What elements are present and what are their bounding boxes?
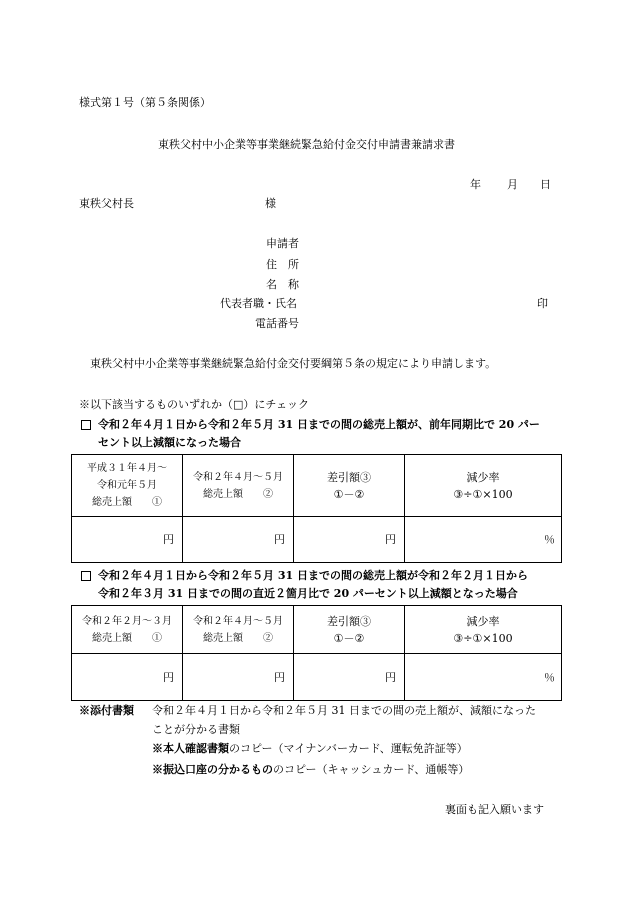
document-title: 東秩父村中小企業等事業継続緊急給付金交付申請書兼請求書 xyxy=(158,138,455,151)
honorific: 様 xyxy=(265,197,276,210)
option1-total-sales-2-field[interactable]: 円 xyxy=(183,517,294,563)
option2-total-sales-2-field[interactable]: 円 xyxy=(183,654,294,701)
option1-input-row xyxy=(72,517,562,563)
option2-col2-header: 令和２年４月～５月 総売上額 ② xyxy=(183,606,294,654)
option2-text-line1: 令和２年４月１日から令和２年５月 31 日までの間の総売上額が令和２年２月１日から xyxy=(98,569,528,582)
option2-col3-header: 差引額③ ①－② xyxy=(294,606,405,654)
attachment-item3-rest: のコピー（キャッシュカード、通帳等） xyxy=(273,763,470,776)
attachment-item3 xyxy=(152,763,469,777)
option2-table xyxy=(71,605,562,701)
option1-checkbox[interactable] xyxy=(81,420,91,430)
application-statement: 東秩父村中小企業等事業継続緊急給付金交付要綱第５条の規定により申請します。 xyxy=(90,357,497,370)
date-year-label: 年 xyxy=(470,178,481,191)
option1-col4-header: 減少率 ③÷①×100 xyxy=(405,455,562,517)
applicant-label: 申請者 xyxy=(266,237,299,250)
option1-col3-header: 差引額③ ①－② xyxy=(294,455,405,517)
attachment-item2-rest: のコピー（マイナンバーカード、運転免許証等） xyxy=(229,742,468,755)
option1-header-row xyxy=(72,455,562,517)
attachments-label: ※添付書類 xyxy=(79,704,134,717)
option1-total-sales-1-field[interactable]: 円 xyxy=(72,517,183,563)
option2-col1-header: 令和２年２月～３月 総売上額 ① xyxy=(72,606,183,654)
option1-difference-field[interactable]: 円 xyxy=(294,517,405,563)
option1-text-line1: 令和２年４月１日から令和２年５月 31 日までの間の総売上額が、前年同期比で 20 パー xyxy=(98,418,540,431)
address-label: 住 所 xyxy=(266,258,299,271)
check-instruction: ※以下該当するものいずれか（□）にチェック xyxy=(79,398,310,411)
attachment-item2 xyxy=(152,742,468,756)
option2-decrease-rate-field[interactable]: ％ xyxy=(405,654,562,701)
phone-label: 電話番号 xyxy=(255,317,299,330)
option1-col1-header: 平成３１年４月～ 令和元年５月 総売上額 ① xyxy=(72,455,183,517)
option2-difference-field[interactable]: 円 xyxy=(294,654,405,701)
date-day-label: 日 xyxy=(540,178,551,191)
date-month-label: 月 xyxy=(507,178,518,191)
reverse-side-note: 裏面も記入願います xyxy=(445,803,544,816)
option2-header-row xyxy=(72,606,562,654)
attachment-item1-line1: 令和２年４月１日から令和２年５月 31 日までの間の売上額が、減額になった xyxy=(152,704,536,717)
attachment-item3-bold: ※振込口座の分かるもの xyxy=(152,763,273,776)
option1-col2-header: 令和２年４月～５月 総売上額 ② xyxy=(183,455,294,517)
option2-checkbox[interactable] xyxy=(81,571,91,581)
addressee: 東秩父村長 xyxy=(79,197,134,210)
option1-text-line2: セント以上減額になった場合 xyxy=(98,436,241,449)
option2-input-row xyxy=(72,654,562,701)
option2-total-sales-1-field[interactable]: 円 xyxy=(72,654,183,701)
representative-label: 代表者職・氏名 xyxy=(220,297,297,310)
attachment-item2-bold: ※本人確認書類 xyxy=(152,742,229,755)
name-label: 名 称 xyxy=(266,278,299,291)
option1-table xyxy=(71,454,562,563)
option2-text-line2: 令和２年３月 31 日までの間の直近２箇月比で 20 パーセント以上減額となった場合 xyxy=(98,587,518,600)
form-number: 様式第１号（第５条関係） xyxy=(79,96,211,109)
attachment-item1-line2: ことが分かる書類 xyxy=(152,723,240,736)
option2-col4-header: 減少率 ③÷①×100 xyxy=(405,606,562,654)
seal-mark: 印 xyxy=(537,297,548,310)
option1-decrease-rate-field[interactable]: ％ xyxy=(405,517,562,563)
